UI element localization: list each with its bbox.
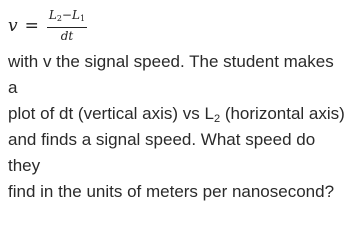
paragraph-line-2-post: (horizontal axis)	[220, 104, 345, 123]
numerator-var-2: L	[71, 8, 80, 22]
speed-equation	[8, 6, 87, 46]
numerator-var-1: L	[48, 8, 57, 22]
minus-sign: −	[61, 8, 72, 22]
question-paragraph	[8, 49, 346, 205]
paragraph-line-3: and finds a signal speed. What speed do they	[8, 130, 316, 175]
numerator-sub-1: 2	[56, 14, 62, 23]
fraction-denominator: dt	[60, 29, 74, 43]
paragraph-line-2-sub: 2	[213, 113, 221, 125]
numerator-sub-2: 1	[79, 14, 86, 23]
paragraph-line-2-pre: plot of dt (vertical axis) vs L	[8, 104, 214, 123]
equation-lhs: v	[8, 16, 18, 36]
paragraph-line-1: with v the signal speed. The student makes a	[8, 52, 334, 97]
fraction-numerator	[47, 9, 87, 27]
equation-fraction	[47, 9, 87, 43]
paragraph-line-4: find in the units of meters per nanosecond?	[8, 182, 335, 201]
equals-sign: =	[24, 16, 39, 36]
